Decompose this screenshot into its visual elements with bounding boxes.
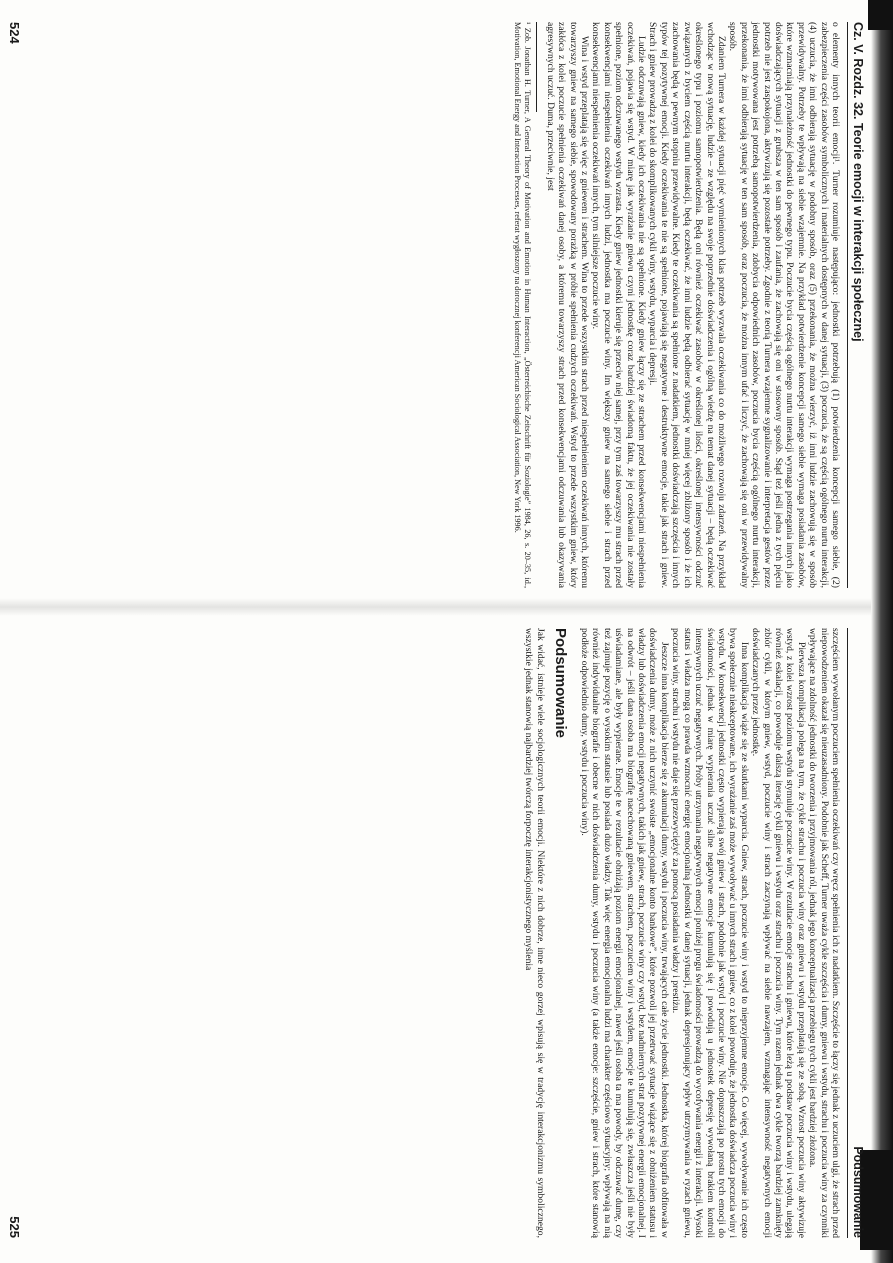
footnote-rule <box>536 22 537 112</box>
page-number: 524 <box>7 22 22 44</box>
paragraph: o elementy innych teorii emocji¹. Turner rozumiuje następująco: jednostki potrzebują (1) potwierdzenia koncepcji samego siebie, (2) zabezpieczenia części zasobów symbolicznych i materialnych dostępnych w danej sytuacji, (3) poczucia, że są częścią ogólnego nurtu interakcji, (4) uczucia, że inni odbierają sytuację w podobny sposób, oraz (5) przekonania, że można wierzyć, iż inni ludzie zachowują się w sposób przewidywalny. Potrzeby te wpływają na siebie wzajemnie. Na przykład potwierdzenie koncepcji samego siebie wymaga posiadania zasobów, które wzmacniają przynależność jednostki do pewnego typu. Poczucie bycia częścią ogólnego nurtu interakcji wymaga postrzegania innych jako doświadczających sytuacji z grubsza w ten sam sposób i zaufania, że zachowają się oni w stosowny sposób. Stąd też jeśli jedna z tych pięciu potrzeb nie jest zaspokojona, aktywizują się pozostałe potrzeby. Zgodnie z teorią Turnera wzajemne sygnalizowanie i interpretacja gestów przez jednostki motywowana jest potrzebą samopotwierdzenia, zdobycia odpowiednich zasobów, poczucia bycia częścią ogólnego nurtu interakcji, przekonania, że inni odbierają sytuację w ten sam sposób, oraz poczucia, że można innym ufać i liczyć, że zachowają się oni w przewidywalny sposób. <box>727 22 841 588</box>
running-head <box>847 22 865 588</box>
binding-edge-top <box>868 0 893 30</box>
running-head-title: Podsumowanie <box>851 1146 865 1238</box>
body-text <box>579 628 841 1238</box>
book-gutter-shadow <box>0 598 893 616</box>
running-head <box>847 628 865 1238</box>
paragraph: Zdaniem Turnera w każdej sytuacji pięć wymienionych klas potrzeb wyzwala oczekiwania co do możliwego rozwoju zdarzeń. Na przykład wchodząc w nową sytuację, ludzie – ze względu na swoje poprzednie doświadczenia i ogólną wiedzę na temat danej sytuacji – będą oczekiwać określonego typu i poziomu samopotwierdzenia. Będą oni również oczekiwać zasobów w określonej ilości, określonej intensywności odczuć związanych z byciem częścią nurtu interakcji, będą oczekiwać, że inni ludzie będą odbierać sytuację w mniej więcej zbliżony sposób i że ich zachowania będą w pewnym stopniu przewidywalne. Kiedy te oczekiwania są spełnione z nadatkiem, jednostki doświadczają szczęścia i innych typów tej pozytywnej emocji. Kiedy oczekiwania te nie są spełnione, pojawiają się negatywne i destruktywne emocje, takie jak strach i gniew. Strach i gniew prowadzą z kolei do skomplikowanych cykli winy, wstydu, wyparcia i depresji. <box>647 22 727 588</box>
summary-text <box>523 628 546 1238</box>
paragraph: Jeszcze inna komplikacja bierze się z akumulacji dumy, wstydu i poczucia winy, trwających całe życie jednostki. Jednostka, której biografia obfitowała w doświadczenia dumy, może z nich uczynić swoiste „emocjonalne konto bankowe”, które pozwoli jej przetrwać sytuacje wiążące się z obniżeniem statusu i władzy lub doświadczenia emocji negatywnych, takich jak gniew, strach, poczucie winy czy wstyd, bez nadmiernych strat pozytywnej energii emocjonalnej. I na odwrót – jeśli dana osoba ma biografię nacechowaną gniewem, strachem, poczuciem winy i wstydem, emocje te kumulują się, zwłaszcza jeśli nie były uświadamiane, ale były wypierane. Emocje te w rezultacie obniżają poziom energii emocjonalnej, nawet jeśli osoba ta ma powody, by odczuwać dumę, czy też zajmuje pozycję o wysokim statusie lub posiada dużo władzy. Tak więc energia emocjonalna ludzi ma charakter częściowo sytuacyjny; wpływają na nią również indywidualne biografie i obecne w nich doświadczenia dumy, wstydu i poczucia winy (a także emocje: szczęście, gniew i strach, które stanowią podłoże odpowiednio dumy, wstydu i poczucia winy). <box>579 628 670 1238</box>
section-heading: Podsumowanie <box>551 628 569 739</box>
footnote: ¹ Zob. Jonathan H. Turner, A General Theory of Motivation and Emotion in Human Interaction, „Österreichische Zeitschrift für Soziologie” 1984, 26, s. 20–35, id., Motivation, Emotional Energy and Interaction Processes, referat wygłoszony na dorocznej konferencji American Sociological Association, New York 1996. <box>513 22 533 588</box>
paragraph: Ludzie odczuwają gniew, kiedy ich oczekiwania nie są spełnione. Kiedy gniew łączy się ze strachem przed konsekwencjami niespełnienia oczekiwań, pojawia się wstyd. W miarę jak wyrażanie gniewu czyni jednostkę coraz bardziej świadomą faktu, że jej oczekiwania nie zostały spełnione, poziom odczuwanego wstydu wzrasta. Kiedy gniew jednostki kieruje się przeciw niej samej, przy tym zaś towarzyszy mu strach przed konsekwencjami niespełnienia oczekiwań innych ludzi, jednostka ma poczucie winy. Im większy gniew na samego siebie i strach przed konsekwencjami niespełnienia oczekiwań innych, tym silniejsze poczucie winy. <box>590 22 648 588</box>
chapter-title: Cz. V. Rozdz. 32. Teorie emocji w interakcji społecznej <box>851 22 865 342</box>
paragraph: Pierwsza komplikacja polega na tym, że cykle strachu i poczucia winy oraz gniewu i wstydu przeplatają się ze sobą. Wzrost poczucia winy aktywizuje wstyd, z kolei wzrost poziomu wstydu stymuluje poczucie winy. W rezultacie emocje strachu i gniewu, które leżą u podstaw poczucia winy i wstydu, ulegają również eskalacji, co powoduje dalszą iterację cykli gniewu i wstydu oraz strachu i poczucia winy. Tym razem jednak dwa cykle tworzą bardziej zamknięty zbiór cykli, w którym gniew, wstyd, poczucie winy i strach zaczynają wpływać na siebie nawzajem, wzmagając intensywność negatywnych emocji doświadczanych przez jednostkę. <box>750 628 807 1238</box>
page-524 <box>7 22 865 588</box>
paragraph: Inna komplikacja wiąże się ze skutkami wyparcia. Gniew, strach, poczucie winy i wstyd to nieprzyjemne emocje. Co więcej, wywoływanie ich często bywa społecznie nieakceptowane, ich wyrażanie zaś może wywoływać u innych strach i gniew, co z kolei powoduje, że jednostka doświadcza poczucia winy i wstydu. W konsekwencji jednostki często wypierają swój gniew i strach, podobnie jak wstyd i poczucie winy. Nie dopuszczają po prostu tych emocji do świadomości, jednak w miarę wypierania uczuć silne negatywne emocje kumulują się i powodują u jednostek depresję wywołaną brakiem kontroli intensywnych uczuć negatywnych. Próby utrzymania negatywnych emocji poniżej progu świadomości prowadzą do wycofywania energii z interakcji. Wysoki status i władza mogą co prawda wzmocnić energię emocjonalną jednostki w danej sytuacji, jednak depresjonujący wpływ utrzymywania w ryzach gniewu, poczucia winy, strachu i wstydu nie daje się przezwyciężyć za pomocą posiadania władzy i prestiżu. <box>670 628 750 1238</box>
page-525 <box>7 628 865 1238</box>
paragraph: Wina i wstyd przeplatają się więc z gniewem i strachem. Wina to przede wszystkim strach przed niespełnieniem oczekiwań innych, któremu towarzyszy gniew na samego siebie, spowodowany porażką w próbie spełnienia cudzych oczekiwań. Wstyd to przede wszystkim gniew, który zakłóca z kolei poczucie spełnienia oczekiwań danej osoby, a któremu towarzyszy strach przed konsekwencjami odczuwania lub okazywania agresywnych uczuć. Duma, przeciwnie, jest <box>544 22 591 588</box>
paragraph: szczęściem wywołanym poczuciem spełnienia oczekiwań czy wręcz spełnienia ich z nadatkiem. Szczęście to łączy się jednak z uczuciem ulgi, że strach przed niepowodzeniem okazał się nieuzasadniony. Podobnie jak Scheff, Turner uważa cykle szczęścia i dumy, gniewu i wstydu, strachu i poczucia winy za czynniki wpływające na zdolność jednostki do tworzenia i przyjmowania ról, jednak jego konceptualizacja przebiegu tych cykli jest bardziej złożona. <box>807 628 841 1238</box>
paragraph: Jak widać, istnieje wiele socjologicznych teorii emocji. Niektóre z nich dobrze, inne nieco gorzej wpisują się w tradycję interakcjonizmu symbolicznego, wszystkie jednak stanowią najbardziej twórczą forpocztę interakcjonistycznego myślenia <box>523 628 546 1238</box>
page-number: 525 <box>7 1216 22 1238</box>
body-text <box>544 22 841 588</box>
binding-edge <box>871 0 893 1263</box>
